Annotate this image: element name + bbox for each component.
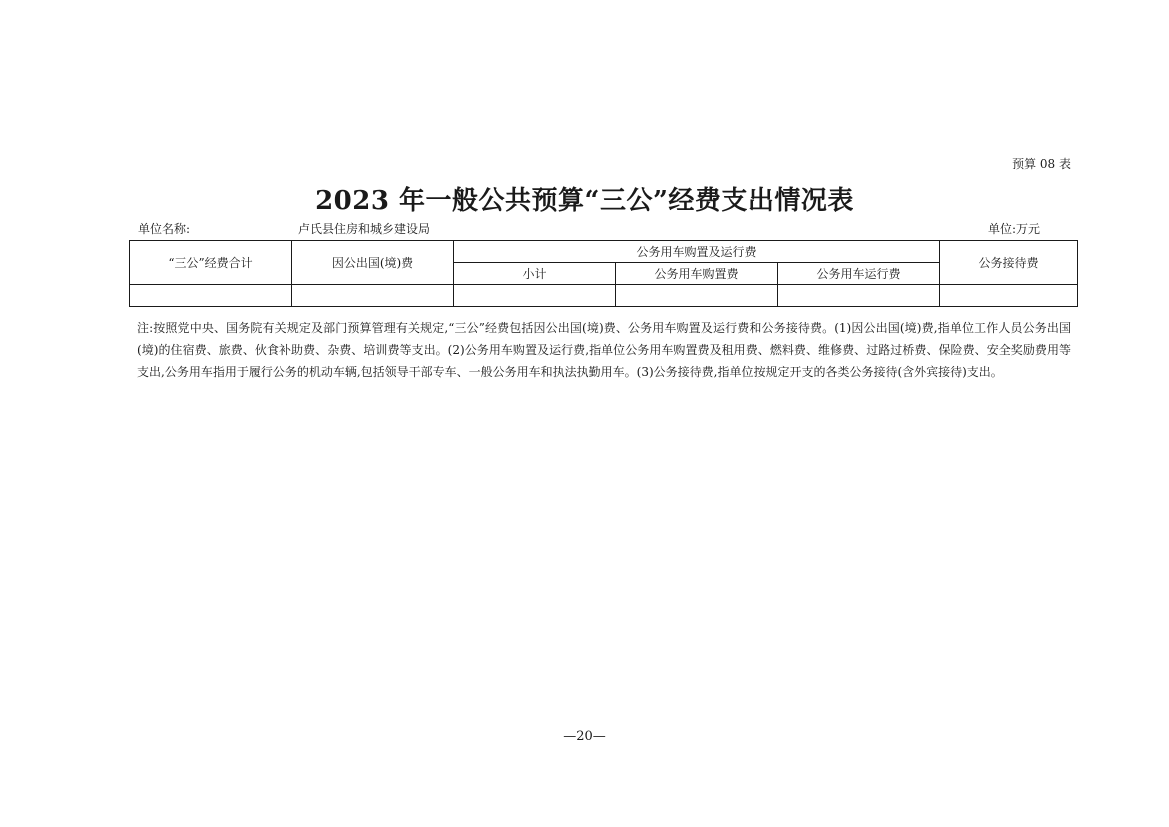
header-vehicle-group: 公务用车购置及运行费 (454, 241, 940, 263)
header-subtotal: 小计 (454, 263, 616, 285)
table-row (130, 285, 1078, 307)
header-vehicle-purchase: 公务用车购置费 (616, 263, 778, 285)
page-number: —20— (563, 729, 606, 744)
header-reception-expense: 公务接待费 (940, 241, 1078, 285)
form-code: 预算 08 表 (1012, 157, 1071, 171)
header-abroad-expense: 因公出国(境)费 (292, 241, 454, 285)
header-vehicle-operation: 公务用车运行费 (778, 263, 940, 285)
cell-vehicle-operation (778, 285, 940, 307)
cell-subtotal (454, 285, 616, 307)
unit-name-label: 单位名称: (138, 222, 191, 236)
currency-unit-label: 单位:万元 (987, 222, 1040, 236)
cell-reception-expense (940, 285, 1078, 307)
footnote: 注:按照党中央、国务院有关规定及部门预算管理有关规定,“三公”经费包括因公出国(境)费、公务用车购置及运行费和公务接待费。(1)因公出国(境)费,指单位工作人员公务出国(境)的住宿费、旅费、伙食补助费、杂费、培训费等支出。(2)公务用车购置及运行费,指单位公务用车购置费及租用费、燃料费、维修费、过路过桥费、保险费、安全奖励费用等支出,公务用车指用于履行公务的机动车辆,包括领导干部专车、一般公务用车和执法执勤用车。(3)公务接待费,指单位按规定开支的各类公务接待(含外宾接待)支出。 (137, 321, 1071, 379)
table-header-row-1 (130, 241, 1078, 263)
page-title: 2023 年一般公共预算“三公”经费支出情况表 (315, 186, 854, 216)
cell-abroad-expense (292, 285, 454, 307)
unit-name-value: 卢氏县住房和城乡建设局 (298, 222, 431, 236)
header-total: “三公”经费合计 (130, 241, 292, 285)
three-public-expense-table (129, 240, 1078, 307)
meta-row (138, 220, 1040, 238)
cell-vehicle-purchase (616, 285, 778, 307)
cell-total (130, 285, 292, 307)
